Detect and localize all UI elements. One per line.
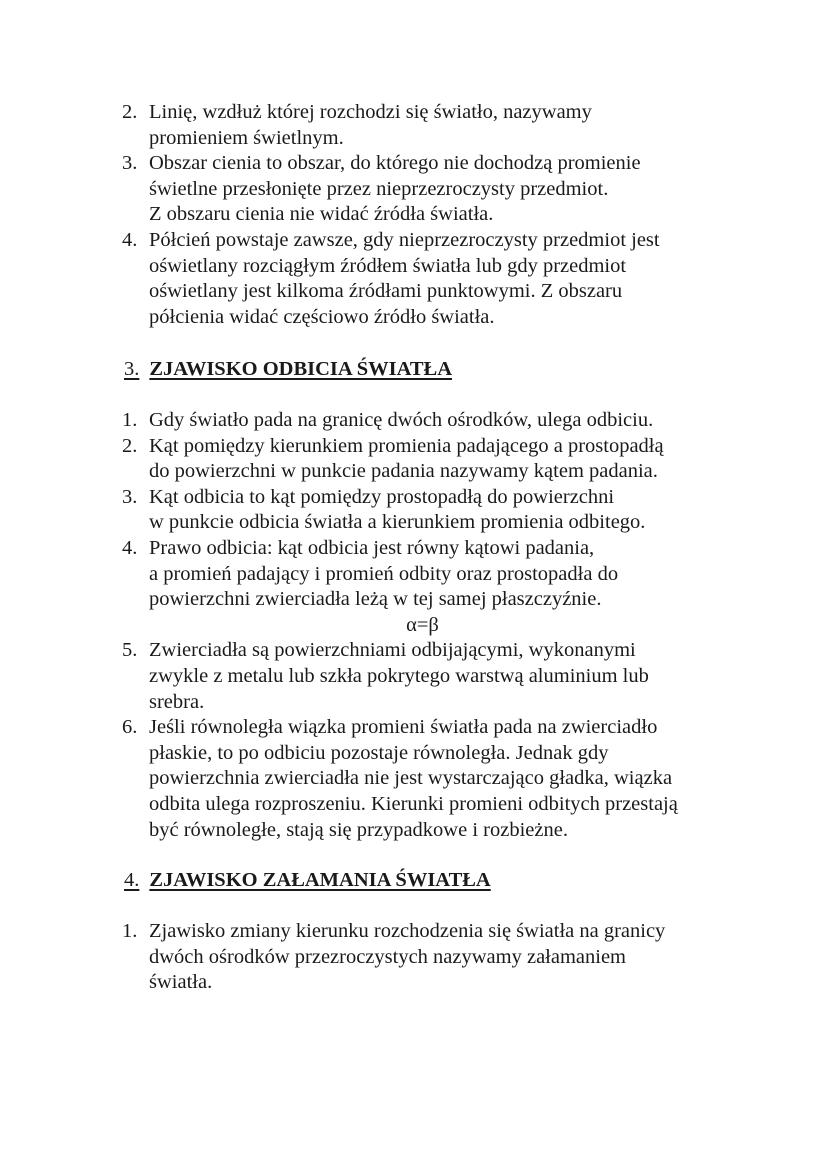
- list-item: [122, 434, 742, 485]
- section-heading-reflection: [124, 356, 452, 382]
- item-text-line: Kąt pomiędzy kierunkiem promienia padającego a prostopadłą: [149, 434, 664, 457]
- list-item: [122, 485, 742, 536]
- item-number: 1.: [122, 409, 138, 431]
- section-number: 4.: [124, 869, 140, 891]
- list-item: [122, 228, 742, 330]
- item-text-line: oświetlany rozciągłym źródłem światła lub gdy przedmiot: [149, 254, 627, 277]
- item-text-line: Kąt odbicia to kąt pomiędzy prostopadłą do powierzchni: [149, 485, 615, 508]
- item-text-line: Z obszaru cienia nie widać źródła światła.: [149, 203, 494, 226]
- list-item: [122, 536, 742, 638]
- item-text-line: świetlne przesłonięte przez nieprzezroczysty przedmiot.: [149, 177, 609, 200]
- section-heading-refraction: [124, 867, 491, 893]
- reflection-list: [122, 408, 742, 843]
- item-number: 2.: [122, 434, 138, 457]
- item-text-line: Zjawisko zmiany kierunku rozchodzenia się światła na granicy: [149, 920, 666, 942]
- item-text-line: odbita ulega rozproszeniu. Kierunki promieni odbitych przestają: [149, 792, 678, 815]
- reflection-law-formula: α=β: [406, 613, 439, 636]
- item-text-line: Jeśli równoległa wiązka promieni światła pada na zwierciadło: [149, 716, 658, 739]
- section-title: ZJAWISKO ODBICIA ŚWIATŁA: [149, 358, 453, 380]
- list-item: [122, 100, 742, 151]
- item-text-line: zwykle z metalu lub szkła pokrytego warstwą aluminium lub: [149, 664, 649, 687]
- item-text-line: oświetlany jest kilkoma źródłami punktowymi. Z obszaru: [149, 280, 623, 303]
- item-text-line: do powierzchni w punkcie padania nazywamy kątem padania.: [149, 460, 658, 483]
- item-text-line: Prawo odbicia: kąt odbicia jest równy kątowi padania,: [149, 536, 595, 559]
- refraction-list: [122, 919, 742, 996]
- item-number: 4.: [122, 228, 138, 251]
- list-item: [122, 919, 742, 996]
- item-text-line: być równoległe, stają się przypadkowe i rozbieżne.: [149, 818, 568, 841]
- item-text-line: Półcień powstaje zawsze, gdy nieprzezroczysty przedmiot jest: [149, 228, 660, 251]
- item-number: 3.: [122, 152, 138, 175]
- item-text-line: w punkcie odbicia światła a kierunkiem promienia odbitego.: [149, 511, 646, 534]
- item-text-line: Linię, wzdłuż której rozchodzi się światło, nazywamy: [149, 101, 592, 123]
- list-item: [122, 638, 742, 715]
- item-text-line: Gdy światło pada na granicę dwóch ośrodków, ulega odbiciu.: [149, 409, 654, 431]
- item-text-line: płaskie, to po odbiciu pozostaje równoległa. Jednak gdy: [149, 741, 609, 764]
- item-text-line: a promień padający i promień odbity oraz prostopadła do: [149, 562, 619, 585]
- item-text-line: światła.: [149, 971, 213, 994]
- item-text-line: promieniem świetlnym.: [149, 126, 344, 149]
- item-number: 3.: [122, 485, 138, 508]
- list-item: [122, 151, 742, 228]
- item-text-line: dwóch ośrodków przezroczystych nazywamy załamaniem: [149, 945, 627, 968]
- item-text-line: powierzchni zwierciadła leżą w tej samej płaszczyźnie.: [149, 588, 602, 611]
- section-title: ZJAWISKO ZAŁAMANIA ŚWIATŁA: [149, 869, 491, 891]
- item-text-line: Zwierciadła są powierzchniami odbijającymi, wykonanymi: [149, 639, 636, 662]
- item-number: 4.: [122, 536, 138, 559]
- list-item: [122, 715, 742, 843]
- light-propagation-list: [122, 100, 742, 330]
- section-number: 3.: [124, 358, 140, 380]
- item-number: 5.: [122, 639, 138, 662]
- item-number: 1.: [122, 920, 138, 942]
- item-text-line: srebra.: [149, 690, 205, 713]
- item-text-line: powierzchnia zwierciadła nie jest wystarczająco gładka, wiązka: [149, 767, 673, 790]
- item-text-line: półcienia widać częściowo źródło światła.: [149, 305, 495, 328]
- item-text-line: Obszar cienia to obszar, do którego nie dochodzą promienie: [149, 152, 641, 175]
- item-number: 6.: [122, 716, 138, 739]
- list-item: [122, 408, 742, 434]
- item-number: 2.: [122, 101, 138, 123]
